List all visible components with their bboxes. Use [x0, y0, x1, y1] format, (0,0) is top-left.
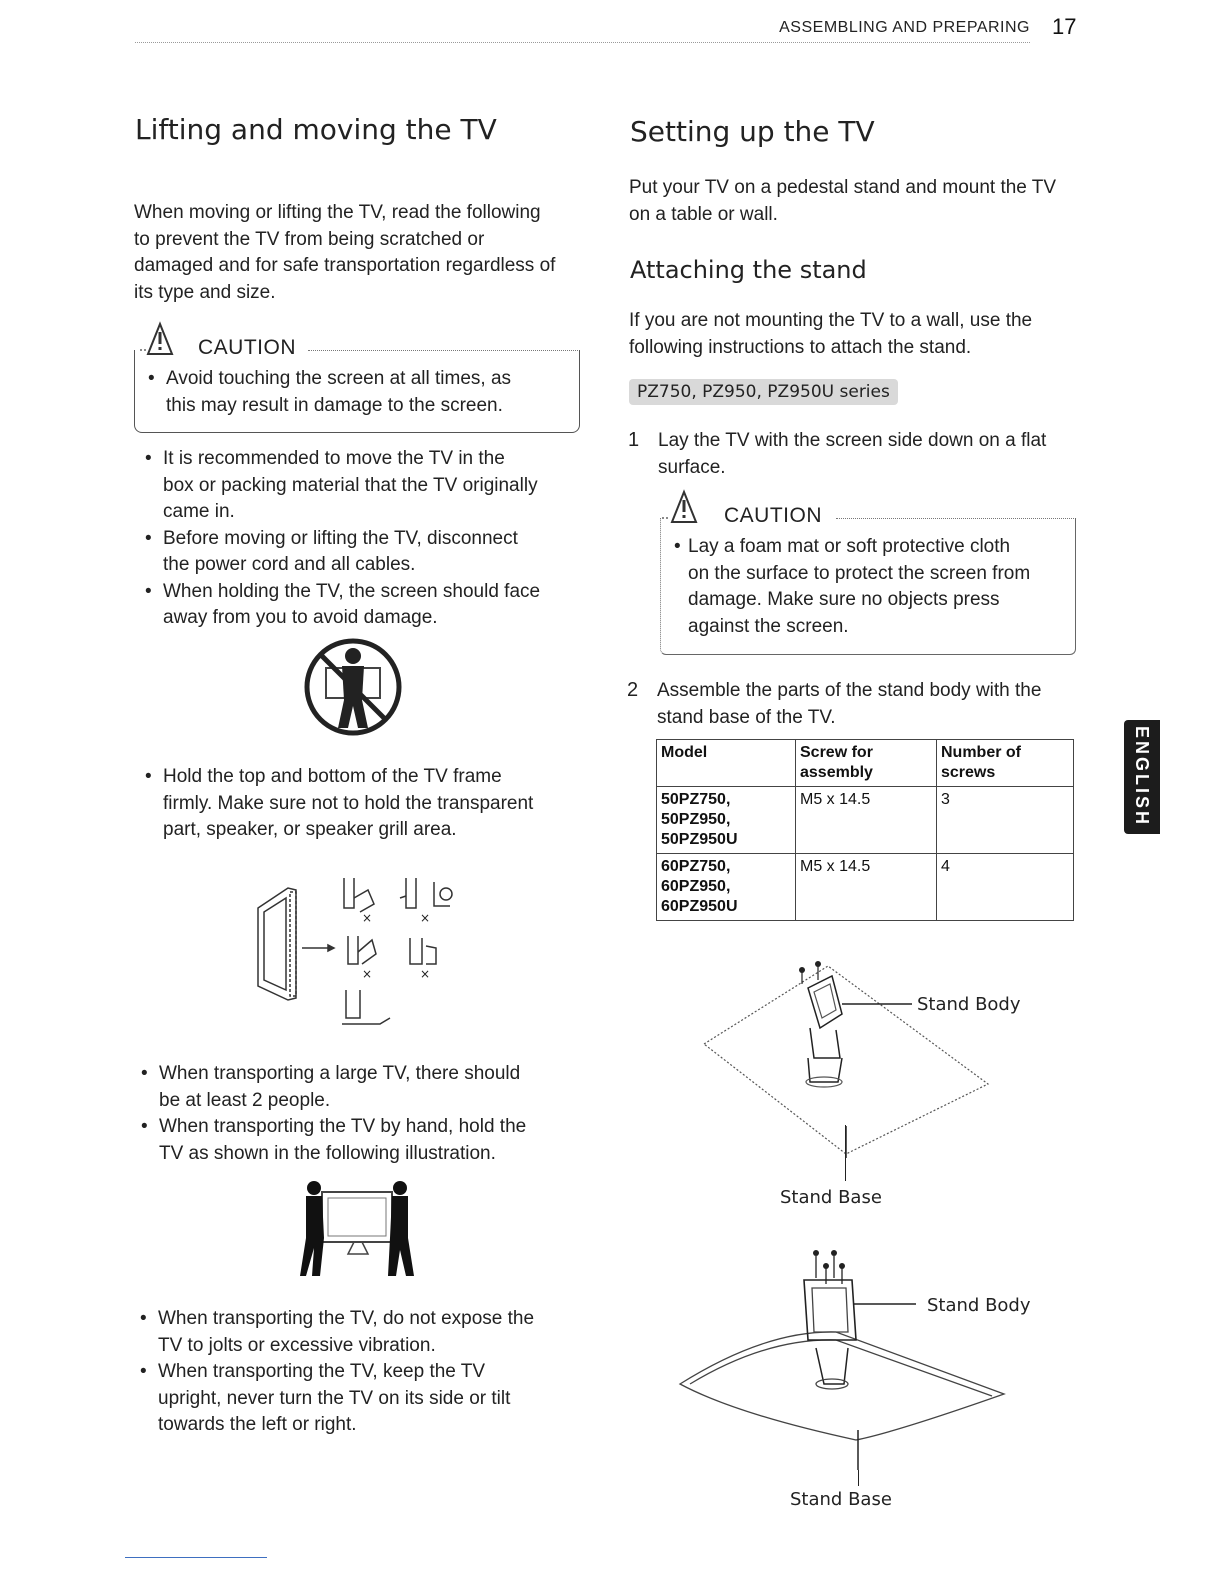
header-section-title: ASSEMBLING AND PREPARING	[779, 19, 1030, 36]
list-item: • When transporting the TV, keep the TV upright, never turn the TV on its side or tilt towards the left or right.	[136, 1359, 576, 1439]
header-divider	[135, 42, 1030, 43]
two-person-carry-illustration	[296, 1178, 418, 1278]
left-intro-line: damaged and for safe transportation regardless of	[134, 255, 556, 276]
table-cell-count: 4	[937, 854, 1074, 921]
stand-assembly-figure-60	[676, 1244, 1006, 1470]
bullet-list	[136, 1306, 576, 1439]
stand-base-label: Stand Base	[790, 1489, 892, 1510]
step-text-line: Lay the TV with the screen side down on a flat	[658, 430, 1047, 451]
step-text-line: Assemble the parts of the stand body with the	[657, 680, 1042, 701]
step-number: 2	[627, 679, 639, 701]
caution-label: CAUTION	[724, 504, 822, 527]
subsection-intro-line: following instructions to attach the stand.	[629, 336, 972, 358]
table-header-row	[657, 740, 1074, 787]
left-intro-line: to prevent the TV from being scratched or	[134, 228, 485, 250]
svg-text:×: ×	[420, 911, 431, 925]
caution-line: this may result in damage to the screen.	[166, 394, 503, 416]
table-cell-screw: M5 x 14.5	[796, 854, 937, 921]
step-number: 1	[628, 429, 640, 451]
step-text	[658, 428, 1088, 481]
svg-text:×: ×	[420, 967, 431, 981]
svg-text:×: ×	[362, 967, 373, 981]
hold-frame-illustration	[250, 868, 460, 1036]
left-intro-line: its type and size.	[134, 281, 276, 303]
right-intro	[629, 175, 1089, 228]
table-header-cell: Screw for assembly	[796, 740, 937, 787]
table-header-cell: Number of screws	[937, 740, 1074, 787]
stand-base-leader	[858, 1470, 859, 1486]
series-label: PZ750, PZ950, PZ950U series	[629, 379, 898, 405]
left-section-title: Lifting and moving the TV	[135, 113, 497, 146]
step-text-line: stand base of the TV.	[657, 706, 836, 728]
table-cell-count: 3	[937, 787, 1074, 854]
bullet-list	[141, 764, 581, 844]
list-item: • When holding the TV, the screen should face away from you to avoid damage.	[141, 579, 581, 632]
svg-text:×: ×	[362, 911, 373, 925]
stand-assembly-figure-50	[690, 958, 1010, 1158]
list-item: • When transporting the TV, do not expose the TV to jolts or excessive vibration.	[136, 1306, 576, 1359]
step-text	[657, 678, 1087, 731]
table-row	[657, 854, 1074, 921]
right-intro-line: Put your TV on a pedestal stand and mount the TV	[629, 177, 1057, 198]
table-cell-model: 50PZ750, 50PZ950, 50PZ950U	[657, 787, 796, 854]
stand-base-label: Stand Base	[780, 1187, 882, 1208]
subsection-intro	[629, 308, 1089, 361]
no-carry-facing-illustration	[302, 636, 404, 738]
caution-text	[144, 366, 564, 419]
stand-body-label: Stand Body	[917, 994, 1021, 1015]
table-header-cell: Model	[657, 740, 796, 787]
table-row	[657, 787, 1074, 854]
right-section-title: Setting up the TV	[630, 115, 875, 148]
table-cell-screw: M5 x 14.5	[796, 787, 937, 854]
language-tab-label: ENGLISH	[1132, 726, 1152, 828]
list-item: • Hold the top and bottom of the TV frame firmly. Make sure not to hold the transparent part, speaker, or speaker grill area.	[141, 764, 581, 844]
left-intro	[134, 200, 594, 306]
footer-rule	[125, 1557, 267, 1558]
caution-line: Avoid touching the screen at all times, as	[166, 368, 512, 389]
right-intro-line: on a table or wall.	[629, 203, 778, 225]
list-item: • Before moving or lifting the TV, disconnect the power cord and all cables.	[141, 526, 581, 579]
stand-base-leader	[845, 1125, 846, 1181]
bullet-list	[137, 1061, 577, 1167]
bullet-list	[141, 446, 581, 632]
subsection-intro-line: If you are not mounting the TV to a wall, use the	[629, 310, 1033, 331]
left-intro-line: When moving or lifting the TV, read the following	[134, 202, 541, 223]
stand-body-label: Stand Body	[927, 1295, 1031, 1316]
caution-text: • Lay a foam mat or soft protective cloth on the surface to protect the screen from damage. Make sure no objects press against the screen.	[670, 534, 1070, 640]
step-text-line: surface.	[658, 456, 726, 478]
subsection-title: Attaching the stand	[630, 256, 867, 284]
language-tab	[1124, 720, 1160, 834]
list-item: • When transporting a large TV, there should be at least 2 people.	[137, 1061, 577, 1114]
page-number: 17	[1052, 14, 1077, 39]
table-cell-model: 60PZ750, 60PZ950, 60PZ950U	[657, 854, 796, 921]
list-item: • When transporting the TV by hand, hold the TV as shown in the following illustration.	[137, 1114, 577, 1167]
caution-label: CAUTION	[198, 336, 296, 359]
list-item: • It is recommended to move the TV in the box or packing material that the TV originally came in.	[141, 446, 581, 526]
screw-spec-table	[656, 739, 1074, 921]
